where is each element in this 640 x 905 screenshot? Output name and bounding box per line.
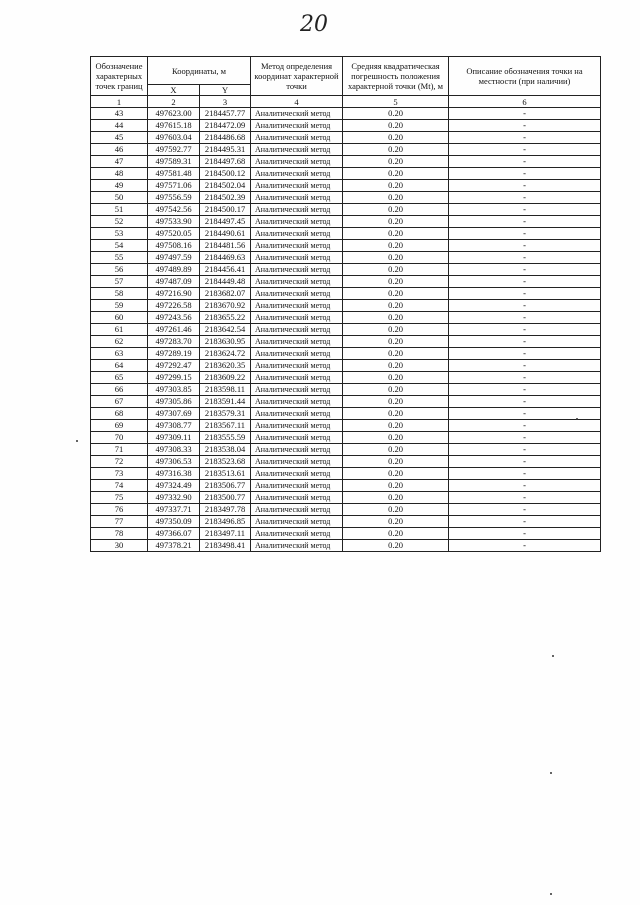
accuracy-cell: 0.20 (343, 516, 449, 528)
description-cell: - (449, 444, 601, 456)
y-coordinate-cell: 2183670.92 (200, 300, 251, 312)
method-cell: Аналитический метод (251, 264, 343, 276)
accuracy-cell: 0.20 (343, 504, 449, 516)
method-cell: Аналитический метод (251, 240, 343, 252)
table-row (91, 324, 601, 336)
point-id-cell: 78 (91, 528, 148, 540)
point-id-cell: 66 (91, 384, 148, 396)
column-number: 2 (148, 96, 200, 108)
method-cell: Аналитический метод (251, 384, 343, 396)
y-coordinate-cell: 2183567.11 (200, 420, 251, 432)
description-cell: - (449, 420, 601, 432)
point-id-cell: 68 (91, 408, 148, 420)
y-coordinate-cell: 2183506.77 (200, 480, 251, 492)
point-id-cell: 76 (91, 504, 148, 516)
accuracy-cell: 0.20 (343, 180, 449, 192)
method-cell: Аналитический метод (251, 216, 343, 228)
description-cell: - (449, 312, 601, 324)
point-id-cell: 59 (91, 300, 148, 312)
y-coordinate-cell: 2184456.41 (200, 264, 251, 276)
description-cell: - (449, 408, 601, 420)
column-number: 5 (343, 96, 449, 108)
table-row (91, 420, 601, 432)
y-coordinate-cell: 2184495.31 (200, 144, 251, 156)
accuracy-cell: 0.20 (343, 372, 449, 384)
method-cell: Аналитический метод (251, 204, 343, 216)
point-id-cell: 44 (91, 120, 148, 132)
method-cell: Аналитический метод (251, 456, 343, 468)
x-coordinate-cell: 497332.90 (148, 492, 200, 504)
method-cell: Аналитический метод (251, 144, 343, 156)
accuracy-cell: 0.20 (343, 192, 449, 204)
method-cell: Аналитический метод (251, 528, 343, 540)
x-coordinate-cell: 497581.48 (148, 168, 200, 180)
x-coordinate-cell: 497308.33 (148, 444, 200, 456)
point-id-cell: 43 (91, 108, 148, 120)
method-cell: Аналитический метод (251, 312, 343, 324)
scan-speck (76, 440, 78, 442)
accuracy-cell: 0.20 (343, 396, 449, 408)
method-cell: Аналитический метод (251, 156, 343, 168)
point-id-cell: 54 (91, 240, 148, 252)
x-coordinate-cell: 497299.15 (148, 372, 200, 384)
point-id-cell: 64 (91, 360, 148, 372)
point-id-cell: 60 (91, 312, 148, 324)
x-coordinate-cell: 497542.56 (148, 204, 200, 216)
table-row (91, 504, 601, 516)
column-number: 3 (200, 96, 251, 108)
method-cell: Аналитический метод (251, 180, 343, 192)
table-row (91, 432, 601, 444)
x-coordinate-cell: 497308.77 (148, 420, 200, 432)
accuracy-cell: 0.20 (343, 252, 449, 264)
accuracy-cell: 0.20 (343, 384, 449, 396)
y-coordinate-cell: 2184472.09 (200, 120, 251, 132)
table-row (91, 204, 601, 216)
table-row (91, 444, 601, 456)
table-row (91, 480, 601, 492)
x-coordinate-cell: 497289.19 (148, 348, 200, 360)
method-cell: Аналитический метод (251, 252, 343, 264)
x-coordinate-cell: 497556.59 (148, 192, 200, 204)
method-cell: Аналитический метод (251, 372, 343, 384)
table-row (91, 456, 601, 468)
x-coordinate-cell: 497592.77 (148, 144, 200, 156)
table-row (91, 408, 601, 420)
page-number: 20 (300, 12, 328, 37)
table-row (91, 252, 601, 264)
y-coordinate-cell: 2184457.77 (200, 108, 251, 120)
method-cell: Аналитический метод (251, 516, 343, 528)
y-coordinate-cell: 2183598.11 (200, 384, 251, 396)
accuracy-cell: 0.20 (343, 492, 449, 504)
accuracy-cell: 0.20 (343, 528, 449, 540)
column-number: 1 (91, 96, 148, 108)
table-row (91, 192, 601, 204)
y-coordinate-cell: 2183655.22 (200, 312, 251, 324)
x-coordinate-cell: 497337.71 (148, 504, 200, 516)
method-cell: Аналитический метод (251, 192, 343, 204)
table-row (91, 312, 601, 324)
y-coordinate-cell: 2183500.77 (200, 492, 251, 504)
y-coordinate-cell: 2184486.68 (200, 132, 251, 144)
header-y: Y (200, 85, 251, 96)
x-coordinate-cell: 497261.46 (148, 324, 200, 336)
accuracy-cell: 0.20 (343, 540, 449, 552)
y-coordinate-cell: 2183497.11 (200, 528, 251, 540)
method-cell: Аналитический метод (251, 288, 343, 300)
x-coordinate-cell: 497292.47 (148, 360, 200, 372)
accuracy-cell: 0.20 (343, 168, 449, 180)
description-cell: - (449, 252, 601, 264)
y-coordinate-cell: 2183513.61 (200, 468, 251, 480)
y-coordinate-cell: 2184500.17 (200, 204, 251, 216)
description-cell: - (449, 540, 601, 552)
description-cell: - (449, 144, 601, 156)
table-row (91, 336, 601, 348)
accuracy-cell: 0.20 (343, 264, 449, 276)
y-coordinate-cell: 2183624.72 (200, 348, 251, 360)
description-cell: - (449, 360, 601, 372)
scan-speck (550, 893, 552, 895)
x-coordinate-cell: 497487.09 (148, 276, 200, 288)
header-method: Метод определения координат характерной точки (251, 57, 343, 96)
point-id-cell: 74 (91, 480, 148, 492)
table-row (91, 288, 601, 300)
description-cell: - (449, 288, 601, 300)
y-coordinate-cell: 2184502.04 (200, 180, 251, 192)
accuracy-cell: 0.20 (343, 240, 449, 252)
x-coordinate-cell: 497216.90 (148, 288, 200, 300)
description-cell: - (449, 336, 601, 348)
method-cell: Аналитический метод (251, 120, 343, 132)
header-description: Описание обозначения точки на местности (при наличии) (449, 57, 601, 96)
description-cell: - (449, 396, 601, 408)
method-cell: Аналитический метод (251, 408, 343, 420)
point-id-cell: 50 (91, 192, 148, 204)
table-row (91, 360, 601, 372)
accuracy-cell: 0.20 (343, 468, 449, 480)
method-cell: Аналитический метод (251, 228, 343, 240)
accuracy-cell: 0.20 (343, 216, 449, 228)
y-coordinate-cell: 2183620.35 (200, 360, 251, 372)
method-cell: Аналитический метод (251, 132, 343, 144)
point-id-cell: 57 (91, 276, 148, 288)
scan-speck (550, 772, 552, 774)
method-cell: Аналитический метод (251, 396, 343, 408)
accuracy-cell: 0.20 (343, 348, 449, 360)
header-x: X (148, 85, 200, 96)
x-coordinate-cell: 497303.85 (148, 384, 200, 396)
method-cell: Аналитический метод (251, 324, 343, 336)
description-cell: - (449, 204, 601, 216)
table-row (91, 396, 601, 408)
description-cell: - (449, 228, 601, 240)
description-cell: - (449, 156, 601, 168)
boundary-points-table (90, 56, 601, 552)
point-id-cell: 53 (91, 228, 148, 240)
y-coordinate-cell: 2183609.22 (200, 372, 251, 384)
y-coordinate-cell: 2184500.12 (200, 168, 251, 180)
description-cell: - (449, 504, 601, 516)
method-cell: Аналитический метод (251, 168, 343, 180)
point-id-cell: 62 (91, 336, 148, 348)
x-coordinate-cell: 497316.38 (148, 468, 200, 480)
y-coordinate-cell: 2184497.45 (200, 216, 251, 228)
description-cell: - (449, 372, 601, 384)
description-cell: - (449, 192, 601, 204)
point-id-cell: 65 (91, 372, 148, 384)
table-row (91, 168, 601, 180)
point-id-cell: 63 (91, 348, 148, 360)
accuracy-cell: 0.20 (343, 408, 449, 420)
description-cell: - (449, 216, 601, 228)
x-coordinate-cell: 497378.21 (148, 540, 200, 552)
point-id-cell: 75 (91, 492, 148, 504)
table-row (91, 516, 601, 528)
accuracy-cell: 0.20 (343, 108, 449, 120)
table-row (91, 264, 601, 276)
y-coordinate-cell: 2183682.07 (200, 288, 251, 300)
accuracy-cell: 0.20 (343, 480, 449, 492)
description-cell: - (449, 516, 601, 528)
y-coordinate-cell: 2184469.63 (200, 252, 251, 264)
x-coordinate-cell: 497226.58 (148, 300, 200, 312)
method-cell: Аналитический метод (251, 336, 343, 348)
y-coordinate-cell: 2183555.59 (200, 432, 251, 444)
point-id-cell: 30 (91, 540, 148, 552)
point-id-cell: 69 (91, 420, 148, 432)
method-cell: Аналитический метод (251, 468, 343, 480)
description-cell: - (449, 456, 601, 468)
table-row (91, 492, 601, 504)
description-cell: - (449, 324, 601, 336)
table-row (91, 120, 601, 132)
point-id-cell: 45 (91, 132, 148, 144)
point-id-cell: 46 (91, 144, 148, 156)
header-coordinates: Координаты, м (148, 57, 251, 85)
method-cell: Аналитический метод (251, 480, 343, 492)
x-coordinate-cell: 497520.05 (148, 228, 200, 240)
x-coordinate-cell: 497497.59 (148, 252, 200, 264)
accuracy-cell: 0.20 (343, 444, 449, 456)
x-coordinate-cell: 497489.89 (148, 264, 200, 276)
accuracy-cell: 0.20 (343, 360, 449, 372)
x-coordinate-cell: 497589.31 (148, 156, 200, 168)
x-coordinate-cell: 497350.09 (148, 516, 200, 528)
accuracy-cell: 0.20 (343, 324, 449, 336)
x-coordinate-cell: 497324.49 (148, 480, 200, 492)
table-row (91, 144, 601, 156)
x-coordinate-cell: 497533.90 (148, 216, 200, 228)
x-coordinate-cell: 497366.07 (148, 528, 200, 540)
accuracy-cell: 0.20 (343, 132, 449, 144)
y-coordinate-cell: 2183523.68 (200, 456, 251, 468)
table-row (91, 216, 601, 228)
description-cell: - (449, 300, 601, 312)
description-cell: - (449, 348, 601, 360)
accuracy-cell: 0.20 (343, 144, 449, 156)
table-row (91, 300, 601, 312)
x-coordinate-cell: 497571.06 (148, 180, 200, 192)
description-cell: - (449, 276, 601, 288)
column-number: 6 (449, 96, 601, 108)
y-coordinate-cell: 2183579.31 (200, 408, 251, 420)
table-row (91, 156, 601, 168)
description-cell: - (449, 108, 601, 120)
description-cell: - (449, 432, 601, 444)
y-coordinate-cell: 2184481.56 (200, 240, 251, 252)
y-coordinate-cell: 2183630.95 (200, 336, 251, 348)
x-coordinate-cell: 497508.16 (148, 240, 200, 252)
description-cell: - (449, 528, 601, 540)
y-coordinate-cell: 2183538.04 (200, 444, 251, 456)
point-id-cell: 48 (91, 168, 148, 180)
method-cell: Аналитический метод (251, 300, 343, 312)
table-row (91, 180, 601, 192)
accuracy-cell: 0.20 (343, 300, 449, 312)
y-coordinate-cell: 2184449.48 (200, 276, 251, 288)
accuracy-cell: 0.20 (343, 432, 449, 444)
y-coordinate-cell: 2184490.61 (200, 228, 251, 240)
table-row (91, 540, 601, 552)
accuracy-cell: 0.20 (343, 228, 449, 240)
accuracy-cell: 0.20 (343, 276, 449, 288)
description-cell: - (449, 264, 601, 276)
point-id-cell: 51 (91, 204, 148, 216)
point-id-cell: 67 (91, 396, 148, 408)
x-coordinate-cell: 497603.04 (148, 132, 200, 144)
scan-speck (552, 655, 554, 657)
table-row (91, 348, 601, 360)
y-coordinate-cell: 2183497.78 (200, 504, 251, 516)
x-coordinate-cell: 497309.11 (148, 432, 200, 444)
point-id-cell: 52 (91, 216, 148, 228)
point-id-cell: 70 (91, 432, 148, 444)
description-cell: - (449, 384, 601, 396)
method-cell: Аналитический метод (251, 360, 343, 372)
table-row (91, 384, 601, 396)
method-cell: Аналитический метод (251, 108, 343, 120)
point-id-cell: 47 (91, 156, 148, 168)
column-number: 4 (251, 96, 343, 108)
accuracy-cell: 0.20 (343, 204, 449, 216)
method-cell: Аналитический метод (251, 348, 343, 360)
description-cell: - (449, 480, 601, 492)
y-coordinate-cell: 2184502.39 (200, 192, 251, 204)
description-cell: - (449, 468, 601, 480)
y-coordinate-cell: 2183642.54 (200, 324, 251, 336)
table-row (91, 132, 601, 144)
description-cell: - (449, 132, 601, 144)
table-row (91, 372, 601, 384)
point-id-cell: 61 (91, 324, 148, 336)
point-id-cell: 71 (91, 444, 148, 456)
y-coordinate-cell: 2183591.44 (200, 396, 251, 408)
table-row (91, 228, 601, 240)
method-cell: Аналитический метод (251, 504, 343, 516)
y-coordinate-cell: 2183496.85 (200, 516, 251, 528)
header-point-id: Обозначение характерных точек границ (91, 57, 148, 96)
description-cell: - (449, 492, 601, 504)
y-coordinate-cell: 2184497.68 (200, 156, 251, 168)
method-cell: Аналитический метод (251, 276, 343, 288)
method-cell: Аналитический метод (251, 492, 343, 504)
method-cell: Аналитический метод (251, 432, 343, 444)
point-id-cell: 58 (91, 288, 148, 300)
description-cell: - (449, 180, 601, 192)
table-row (91, 276, 601, 288)
x-coordinate-cell: 497623.00 (148, 108, 200, 120)
y-coordinate-cell: 2183498.41 (200, 540, 251, 552)
scan-speck (576, 418, 578, 420)
x-coordinate-cell: 497305.86 (148, 396, 200, 408)
accuracy-cell: 0.20 (343, 336, 449, 348)
table-row (91, 108, 601, 120)
accuracy-cell: 0.20 (343, 156, 449, 168)
header-accuracy: Средняя квадратическая погрешность положения характерной точки (Mt), м (343, 57, 449, 96)
accuracy-cell: 0.20 (343, 456, 449, 468)
description-cell: - (449, 168, 601, 180)
point-id-cell: 56 (91, 264, 148, 276)
method-cell: Аналитический метод (251, 444, 343, 456)
point-id-cell: 49 (91, 180, 148, 192)
point-id-cell: 73 (91, 468, 148, 480)
accuracy-cell: 0.20 (343, 288, 449, 300)
table-row (91, 528, 601, 540)
accuracy-cell: 0.20 (343, 120, 449, 132)
point-id-cell: 55 (91, 252, 148, 264)
point-id-cell: 77 (91, 516, 148, 528)
method-cell: Аналитический метод (251, 420, 343, 432)
table-row (91, 240, 601, 252)
x-coordinate-cell: 497243.56 (148, 312, 200, 324)
x-coordinate-cell: 497306.53 (148, 456, 200, 468)
table-row (91, 468, 601, 480)
x-coordinate-cell: 497307.69 (148, 408, 200, 420)
point-id-cell: 72 (91, 456, 148, 468)
description-cell: - (449, 240, 601, 252)
accuracy-cell: 0.20 (343, 312, 449, 324)
x-coordinate-cell: 497283.70 (148, 336, 200, 348)
x-coordinate-cell: 497615.18 (148, 120, 200, 132)
description-cell: - (449, 120, 601, 132)
method-cell: Аналитический метод (251, 540, 343, 552)
accuracy-cell: 0.20 (343, 420, 449, 432)
